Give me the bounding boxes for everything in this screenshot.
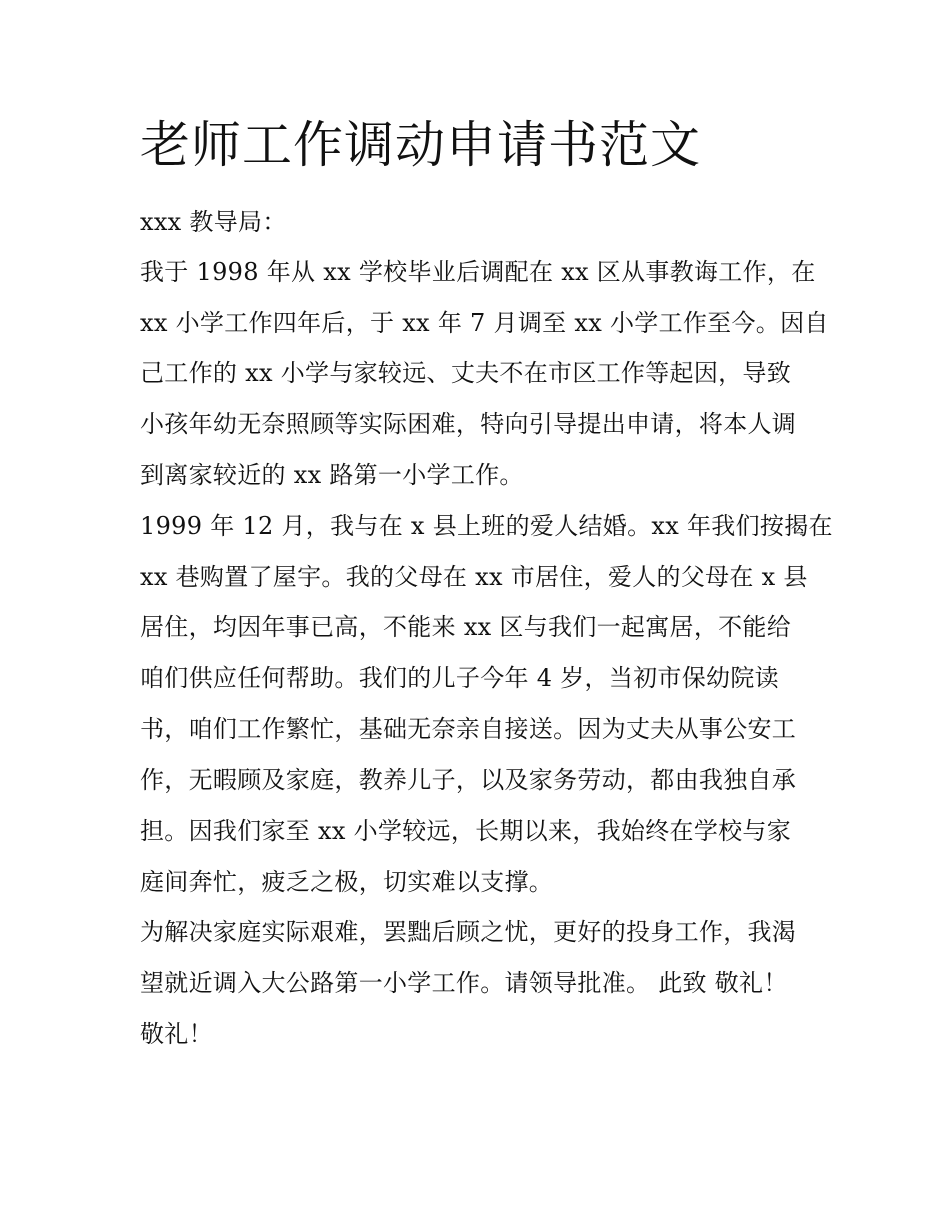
body-line: 担。因我们家至 xx 小学较远，长期以来，我始终在学校与家 — [140, 817, 792, 845]
body-line: 咱们供应任何帮助。我们的儿子今年 4 岁，当初市保幼院读 — [140, 664, 779, 692]
body-line: 到离家较近的 xx 路第一小学工作。 — [140, 461, 524, 489]
body-line: 望就近调入大公路第一小学工作。请领导批准。 此致 敬礼！ — [140, 969, 788, 997]
body-line: 为解决家庭实际艰难，罢黜后顾之忧，更好的投身工作，我渴 — [140, 918, 797, 946]
body-line: 我于 1998 年从 xx 学校毕业后调配在 xx 区从事教诲工作，在 — [140, 258, 816, 286]
body-line: 小孩年幼无奈照顾等实际困难，特向引导提出申请，将本人调 — [140, 410, 797, 438]
body-line: 庭间奔忙，疲乏之极，切实难以支撑。 — [140, 868, 554, 896]
body-line: 作，无暇顾及家庭，教养儿子，以及家务劳动，都由我独自承 — [140, 766, 797, 794]
body-line: xx 巷购置了屋宇。我的父母在 xx 市居住，爱人的父母在 x 县 — [140, 563, 808, 591]
salutation: xxx 教导局： — [140, 208, 287, 236]
closing-line: 敬礼！ — [140, 1020, 213, 1048]
body-line: 1999 年 12 月，我与在 x 县上班的爱人结婚。xx 年我们按揭在 — [140, 512, 833, 540]
body-line: 己工作的 xx 小学与家较远、丈夫不在市区工作等起因，导致 — [140, 359, 792, 387]
document-title: 老师工作调动申请书范文 — [140, 116, 701, 174]
body-line: xx 小学工作四年后，于 xx 年 7 月调至 xx 小学工作至今。因自 — [140, 309, 829, 337]
body-line: 居住，均因年事已高，不能来 xx 区与我们一起寓居，不能给 — [140, 613, 792, 641]
body-line: 书，咱们工作繁忙，基础无奈亲自接送。因为丈夫从事公安工 — [140, 715, 797, 743]
